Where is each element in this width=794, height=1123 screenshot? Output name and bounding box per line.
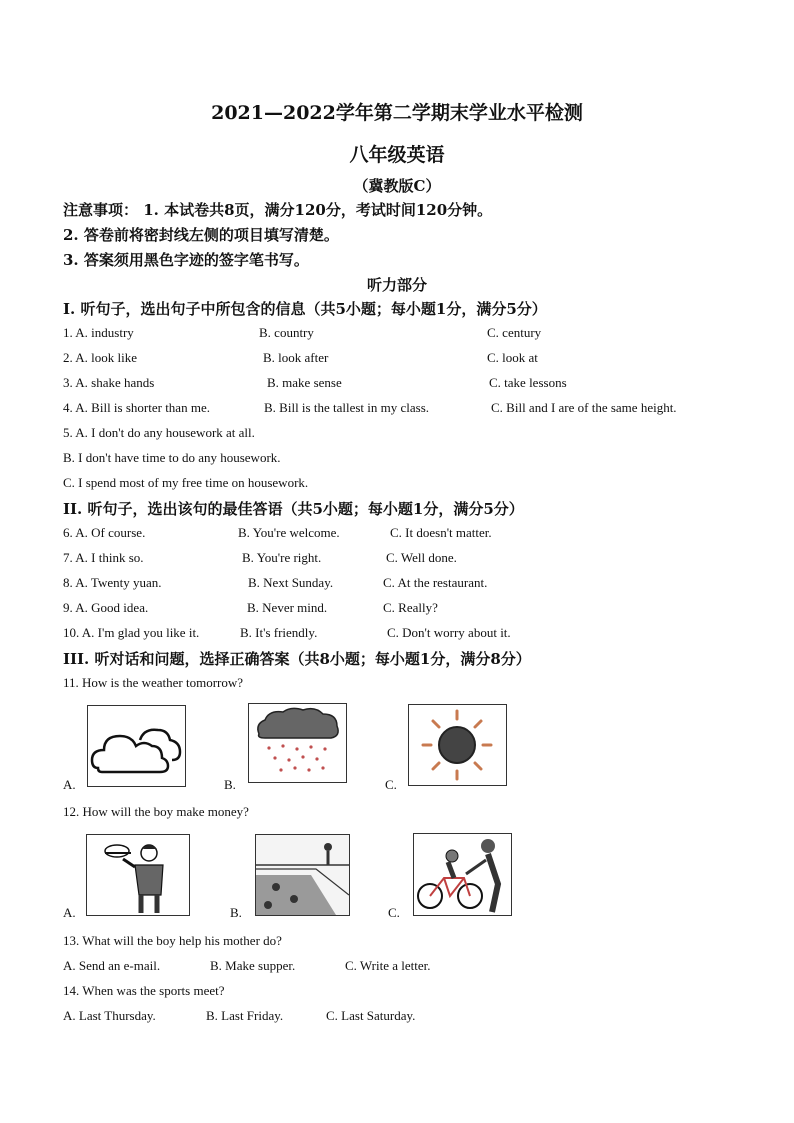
q10-option-a: 10. A. I'm glad you like it.: [63, 625, 200, 640]
q2-option-b: B. look after: [263, 350, 329, 365]
waiter-icon: [87, 835, 189, 915]
q12-label-c: C.: [388, 905, 400, 920]
q13-question: 13. What will the boy help his mother do?: [63, 933, 282, 948]
q14-option-b: B. Last Friday.: [206, 1008, 284, 1023]
q7-option-b: B. You're right.: [242, 550, 322, 565]
q11-label-b: B.: [224, 777, 236, 792]
rain-cloud-icon: [249, 704, 346, 782]
rainy-picture: [248, 703, 347, 783]
exam-edition: （冀教版C）: [353, 177, 441, 195]
q3-option-a: 3. A. shake hands: [63, 375, 155, 390]
q4-option-a: 4. A. Bill is shorter than me.: [63, 400, 210, 415]
q14-option-c: C. Last Saturday.: [326, 1008, 416, 1023]
listening-heading: 听力部分: [366, 276, 427, 294]
q9-option-b: B. Never mind.: [247, 600, 328, 615]
q4-option-c: C. Bill and I are of the same height.: [491, 400, 677, 415]
q4-option-b: B. Bill is the tallest in my class.: [264, 400, 430, 415]
q11-label-a: A.: [63, 777, 76, 792]
q5-option-a: 5. A. I don't do any housework at all.: [63, 425, 255, 440]
q2-option-a: 2. A. look like: [63, 350, 138, 365]
q1-option-c: C. century: [487, 325, 542, 340]
bike-picture: [413, 833, 512, 916]
q6-option-b: B. You're welcome.: [238, 525, 340, 540]
notice-line-3: 3. 答案须用黑色字迹的签字笔书写。: [63, 251, 309, 269]
waiter-picture: [86, 834, 190, 916]
q13-option-b: B. Make supper.: [210, 958, 296, 973]
q12-question: 12. How will the boy make money?: [63, 804, 249, 819]
q14-option-a: A. Last Thursday.: [63, 1008, 156, 1023]
swimming-pool-icon: [256, 835, 349, 915]
q9-option-c: C. Really?: [383, 600, 438, 615]
pool-picture: [255, 834, 350, 916]
q10-option-c: C. Don't worry about it.: [387, 625, 511, 640]
notice-line-1: 注意事项： 1. 本试卷共8页，满分120分，考试时间120分钟。: [63, 201, 493, 219]
exam-subtitle: 八年级英语: [349, 144, 445, 166]
q13-option-a: A. Send an e-mail.: [63, 958, 161, 973]
q1-option-b: B. country: [259, 325, 314, 340]
q9-option-a: 9. A. Good idea.: [63, 600, 149, 615]
cloud-icon: [88, 706, 185, 786]
q3-option-b: B. make sense: [267, 375, 342, 390]
section1-heading: I. 听句子，选出句子中所包含的信息（共5小题；每小题1分，满分5分）: [63, 300, 547, 318]
section3-heading: III. 听对话和问题，选择正确答案（共8小题；每小题1分，满分8分）: [63, 650, 531, 668]
q5-option-b: B. I don't have time to do any housework.: [63, 450, 281, 465]
q6-option-a: 6. A. Of course.: [63, 525, 146, 540]
q3-option-c: C. take lessons: [489, 375, 567, 390]
q8-option-c: C. At the restaurant.: [383, 575, 488, 590]
q7-option-c: C. Well done.: [386, 550, 457, 565]
q14-question: 14. When was the sports meet?: [63, 983, 225, 998]
q12-label-a: A.: [63, 905, 76, 920]
cloudy-picture: [87, 705, 186, 787]
q8-option-b: B. Next Sunday.: [248, 575, 334, 590]
q2-option-c: C. look at: [487, 350, 538, 365]
sun-icon: [409, 705, 506, 785]
q12-label-b: B.: [230, 905, 242, 920]
q6-option-c: C. It doesn't matter.: [390, 525, 492, 540]
q10-option-b: B. It's friendly.: [240, 625, 318, 640]
q11-label-c: C.: [385, 777, 397, 792]
q11-question: 11. How is the weather tomorrow?: [63, 675, 244, 690]
q13-option-c: C. Write a letter.: [345, 958, 431, 973]
sunny-picture: [408, 704, 507, 786]
q7-option-a: 7. A. I think so.: [63, 550, 144, 565]
section2-heading: II. 听句子，选出该句的最佳答语（共5小题；每小题1分，满分5分）: [63, 500, 524, 518]
exam-title: 2021—2022学年第二学期末学业水平检测: [211, 102, 583, 124]
q1-option-a: 1. A. industry: [63, 325, 134, 340]
q5-option-c: C. I spend most of my free time on housework.: [63, 475, 309, 490]
notice-line-2: 2. 答卷前将密封线左侧的项目填写清楚。: [63, 226, 339, 244]
q8-option-a: 8. A. Twenty yuan.: [63, 575, 162, 590]
bicycle-icon: [414, 834, 511, 915]
